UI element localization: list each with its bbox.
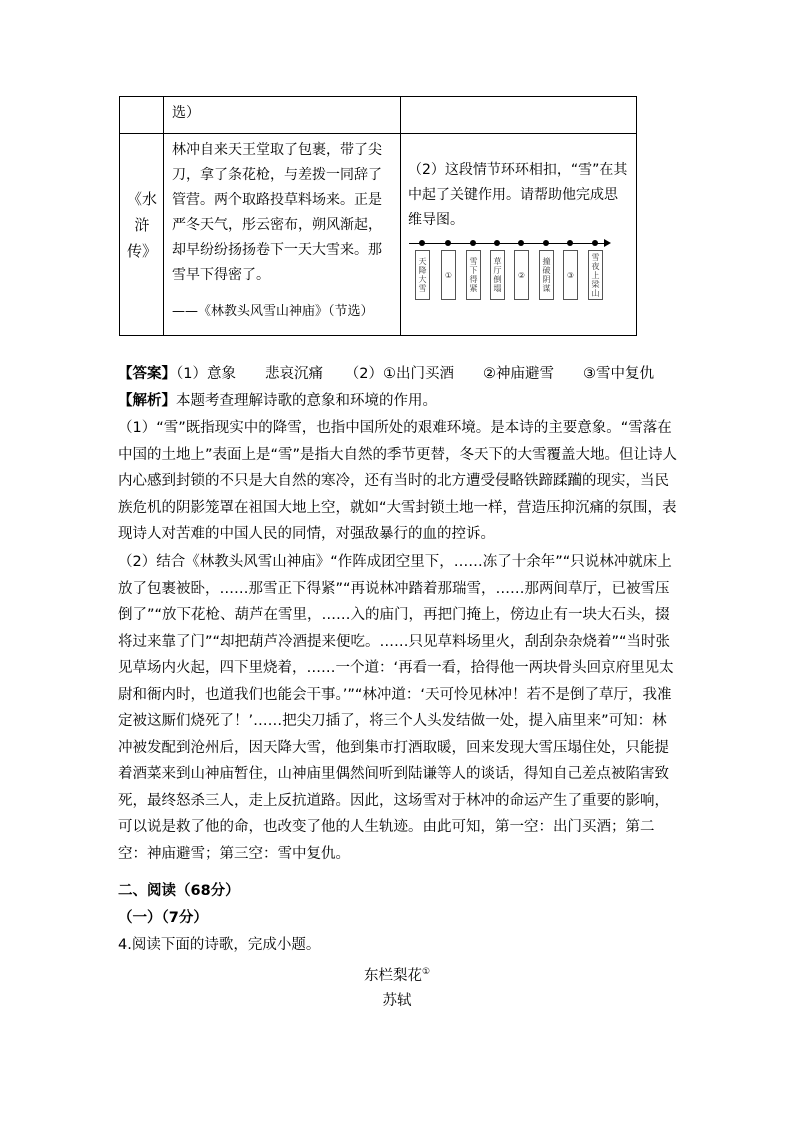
flow-node-5: ②	[514, 250, 529, 300]
table-divider-1	[163, 96, 164, 336]
table-row2-source: ——《林教头风雪山神庙》（节选）	[172, 304, 374, 319]
flow-node-3: 雪下得紧	[466, 250, 481, 300]
flow-node-2: ①	[441, 250, 456, 300]
flow-dot-7	[567, 240, 573, 246]
poem-author: 苏轼	[382, 993, 412, 1009]
table-border-left	[119, 96, 120, 336]
table-border-top	[119, 96, 637, 97]
flow-dot-8	[592, 240, 598, 246]
flow-node-8: 雪夜上梁山	[588, 250, 603, 300]
table-border-right	[636, 96, 637, 336]
analysis-intro	[118, 388, 678, 415]
flow-arrow-icon	[604, 239, 611, 247]
flow-node-7: ③	[563, 250, 578, 300]
flow-axis	[409, 243, 607, 244]
flow-dot-5	[518, 240, 524, 246]
flow-dot-4	[494, 240, 500, 246]
answer-text: （1）意象 悲哀沉痛 （2）①出门买酒 ②神庙避雪 ③雪中复仇	[176, 366, 654, 382]
poem-footnote-mark: ①	[421, 967, 431, 977]
flow-node-4: 草厅倒塌	[490, 250, 505, 300]
flow-dot-6	[543, 240, 549, 246]
poem-title	[0, 959, 794, 989]
poem-title-text: 东栏梨花	[363, 967, 422, 984]
table-row2-question: （2）这段情节环环相扣，“雪”在其中起了关键作用。请帮助他完成思维导图。	[408, 162, 628, 228]
table-border-mid	[119, 133, 637, 134]
flow-node-6: 撞破阴谋	[539, 250, 554, 300]
table-row1-text: 选）	[172, 105, 200, 121]
table-border-bottom	[119, 335, 637, 336]
answer-line	[118, 361, 678, 388]
answer-label: 【答案】	[118, 366, 176, 382]
section-subheading: （一）（7分）	[118, 910, 208, 926]
flow-node-1: 天降大雪	[415, 250, 430, 300]
flow-dot-2	[445, 240, 451, 246]
table-row2-text: 林冲自来天王堂取了包裹，带了尖刀，拿了条花枪，与差拨一同辞了管营。两个取路投草料场来。正是严冬天气，彤云密布，朔风渐起，却早纷纷扬扬卷下一天大雪来。那雪早下得密了。	[172, 142, 382, 283]
analysis-paragraph-1: （1）“雪”既指现实中的降雪，也指中国所处的艰难环境。是本诗的主要意象。“雪落在中国的土地上”表面上是“雪”是指大自然的季节更替，冬天下的大雪覆盖大地。但让诗人内心感到封锁的不只是大自然的寒冷，还有当时的北方遭受侵略铁蹄蹂躏的现实，当民族危机的阴影笼罩在祖国大地上空，就如“大雪封锁土地一样，营造压抑沉痛的氛围，表现诗人对苦难的中国人民的同情，对强敌暴行的血的控诉。	[118, 420, 678, 542]
question-prompt: 4.阅读下面的诗歌，完成小题。	[118, 937, 321, 953]
analysis-label: 【解析】	[118, 393, 176, 409]
table-row2-label: 《水浒传》	[127, 190, 158, 260]
section-heading: 二、阅读（68分）	[118, 883, 240, 899]
flow-dot-3	[470, 240, 476, 246]
analysis-paragraph-2: （2）结合《林教头风雪山神庙》“作阵成团空里下，……冻了十余年”“只说林冲就床上放了包裹被卧，……那雪正下得紧”“再说林冲踏着那瑞雪，……那两间草厅，已被雪压倒了”“放下花枪、葫芦在雪里，……入的庙门，再把门掩上，傍边止有一块大石头，掇将过来靠了门”“却把葫芦冷酒提来便吃。……只见草料场里火，刮刮杂杂烧着”“当时张见草场内火起，四下里烧着，……一个道：‘再看一看，拾得他一两块骨头回京府里见太尉和衙内时，也道我们也能会干事。’”“林冲道：‘天可怜见林冲！若不是倒了草厅，我准定被这厮们烧死了！’……把尖刀插了，将三个人头发结做一处，提入庙里来”可知：林冲被发配到沧州后，因天降大雪，他到集市打酒取暖，回来发现大雪压塌住处，只能提着酒菜来到山神庙暂住，山神庙里偶然间听到陆谦等人的谈话，得知自己差点被陷害致死，最终怒杀三人，走上反抗道路。因此，这场雪对于林冲的命运产生了重要的影响，可以说是救了他的命，也改变了他的人生轨迹。由此可知，第一空：出门买酒；第二空：神庙避雪；第三空：雪中复仇。	[118, 554, 674, 862]
table-divider-2	[400, 96, 401, 336]
analysis-text: 本题考查理解诗歌的意象和环境的作用。	[176, 393, 437, 409]
flow-dot-1	[419, 240, 425, 246]
